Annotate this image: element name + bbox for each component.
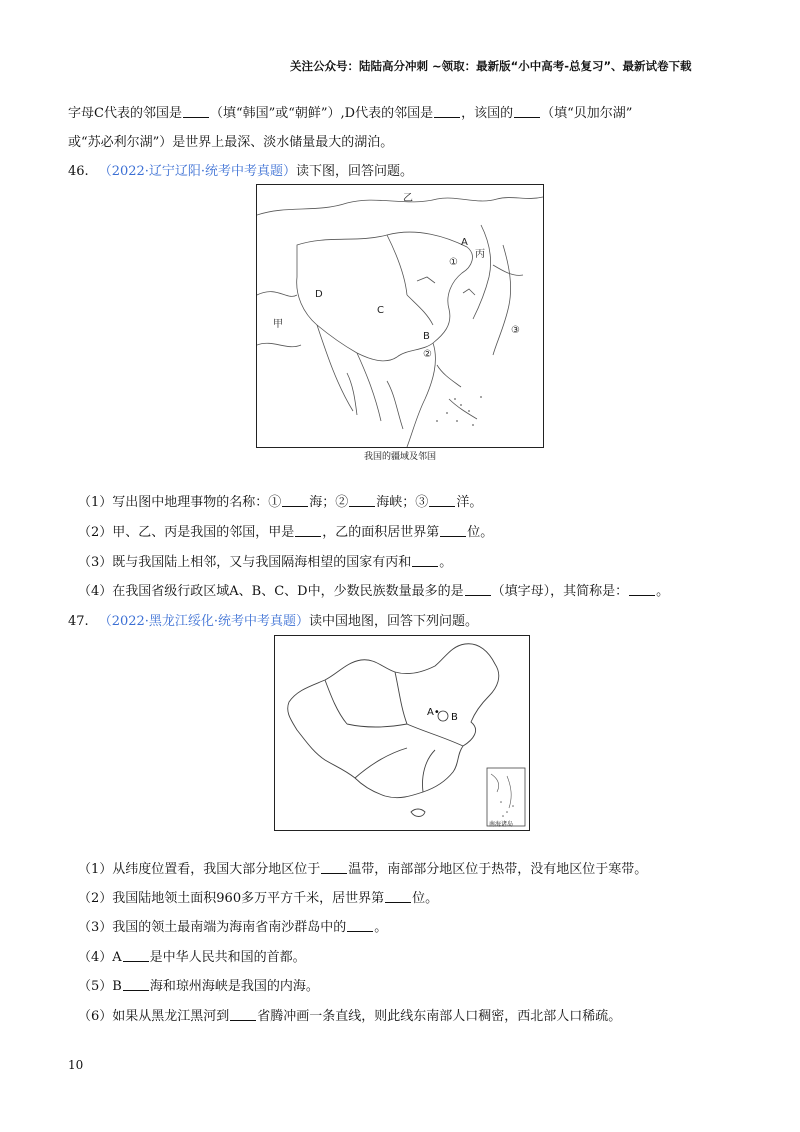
answer-blank[interactable] bbox=[434, 105, 460, 118]
page-header: 关注公众号：陆陆高分冲刺 ~领取：最新版“小中高考-总复习”、最新试卷下载 bbox=[290, 59, 692, 73]
answer-blank[interactable] bbox=[123, 949, 149, 962]
sub-text: （4）在我国省级行政区域A、B、C、D中，少数民族数量最多的是 bbox=[78, 584, 464, 599]
sub-text: 洋。 bbox=[456, 495, 483, 510]
q46-sub2 bbox=[78, 521, 493, 540]
q45-text: ，该国的 bbox=[461, 106, 514, 121]
answer-blank[interactable] bbox=[440, 524, 466, 537]
map-label-circle-3: ③ bbox=[511, 325, 520, 336]
map-label-yi: 乙 bbox=[403, 193, 413, 204]
sub-text: （3）我国的领土最南端为海南省南沙群岛中的 bbox=[78, 920, 347, 935]
sub-text: （2）甲、乙、丙是我国的邻国，甲是 bbox=[78, 525, 295, 540]
sub-text: ，乙的面积居世界第 bbox=[322, 525, 440, 540]
q45-text: 字母C代表的邻国是 bbox=[68, 106, 182, 121]
answer-blank[interactable] bbox=[295, 524, 321, 537]
sub-text: 海；② bbox=[309, 495, 349, 510]
q45-line-2: 或“苏必利尔湖”）是世界上最深、淡水储量最大的湖泊。 bbox=[68, 135, 394, 150]
sub-text: 海峡；③ bbox=[376, 495, 429, 510]
q47-sub3 bbox=[78, 916, 387, 935]
answer-blank[interactable] bbox=[429, 494, 455, 507]
map-label-b: B bbox=[451, 712, 458, 723]
map-caption: 我国的疆域及邻国 bbox=[363, 452, 436, 462]
sub-text: 位。 bbox=[467, 525, 494, 540]
sub-text: 。 bbox=[374, 920, 388, 935]
answer-blank[interactable] bbox=[123, 978, 149, 991]
map-label-c: C bbox=[377, 305, 384, 316]
page-number: 10 bbox=[68, 1058, 84, 1072]
answer-blank[interactable] bbox=[465, 583, 491, 596]
sub-text: （2）我国陆地领土面积960多万平方千米，居世界第 bbox=[78, 891, 385, 906]
sub-text: 位。 bbox=[412, 891, 439, 906]
q47-stem bbox=[68, 610, 478, 629]
answer-blank[interactable] bbox=[385, 890, 411, 903]
asia-map bbox=[257, 185, 543, 447]
sub-text: （5）B bbox=[78, 979, 122, 994]
question-source: （2022·黑龙江绥化·统考中考真题） bbox=[98, 614, 310, 629]
question-number: 46. bbox=[68, 164, 89, 179]
question-stem: 读中国地图，回答下列问题。 bbox=[309, 614, 479, 629]
sub-text: 。 bbox=[656, 584, 670, 599]
map-label-circle-1: ① bbox=[449, 257, 458, 268]
sub-text: （1）写出图中地理事物的名称：① bbox=[78, 495, 282, 510]
inset-label: 南海诸岛 bbox=[489, 821, 514, 828]
sub-text: （3）既与我国陆上相邻，又与我国隔海相望的国家有丙和 bbox=[78, 555, 412, 570]
map-label-b: B bbox=[423, 331, 430, 342]
question-number: 47. bbox=[68, 614, 89, 629]
map-label-d: D bbox=[315, 289, 323, 300]
q45-text: （填“韩国”或“朝鲜”）,D代表的邻国是 bbox=[209, 106, 434, 121]
map-label-bing: 丙 bbox=[475, 249, 485, 260]
sub-text: 温带，南部部分地区位于热带，没有地区位于寒带。 bbox=[348, 862, 648, 877]
q46-sub3 bbox=[78, 551, 452, 570]
q47-sub1 bbox=[78, 858, 647, 877]
q47-sub5 bbox=[78, 975, 319, 994]
answer-blank[interactable] bbox=[321, 861, 347, 874]
sub-text: （6）如果从黑龙江黑河到 bbox=[78, 1009, 230, 1024]
answer-blank[interactable] bbox=[629, 583, 655, 596]
question-source: （2022·辽宁辽阳·统考中考真题） bbox=[98, 164, 297, 179]
south-china-sea-inset bbox=[487, 768, 525, 826]
question-stem: 读下图，回答问题。 bbox=[296, 164, 414, 179]
china-map bbox=[275, 636, 529, 830]
answer-blank[interactable] bbox=[347, 919, 373, 932]
sub-text: 省腾冲画一条直线，则此线东南部人口稠密，西北部人口稀疏。 bbox=[257, 1009, 622, 1024]
sub-text: （1）从纬度位置看，我国大部分地区位于 bbox=[78, 862, 321, 877]
q47-sub4 bbox=[78, 946, 306, 965]
q46-sub4 bbox=[78, 580, 669, 599]
map-label-a: A bbox=[461, 237, 468, 248]
answer-blank[interactable] bbox=[282, 494, 308, 507]
q45-line-1 bbox=[68, 102, 632, 121]
map-label-jia: 甲 bbox=[273, 319, 283, 330]
sub-text: （4）A bbox=[78, 950, 122, 965]
answer-blank[interactable] bbox=[183, 105, 209, 118]
sub-text: 是中华人民共和国的首都。 bbox=[149, 950, 306, 965]
china-map-figure bbox=[274, 635, 530, 831]
q46-stem bbox=[68, 160, 413, 179]
q45-text: （填“贝加尔湖” bbox=[541, 106, 633, 121]
q47-sub2 bbox=[78, 887, 438, 906]
answer-blank[interactable] bbox=[349, 494, 375, 507]
answer-blank[interactable] bbox=[412, 554, 438, 567]
sub-text: （填字母），其简称是： bbox=[491, 584, 629, 599]
sub-text: 。 bbox=[439, 555, 453, 570]
answer-blank[interactable] bbox=[230, 1008, 256, 1021]
q47-sub6 bbox=[78, 1005, 621, 1024]
map-label-circle-2: ② bbox=[423, 349, 432, 360]
sub-text: 海和琼州海峡是我国的内海。 bbox=[149, 979, 319, 994]
q46-sub1 bbox=[78, 491, 482, 510]
asia-map-figure bbox=[256, 184, 544, 448]
answer-blank[interactable] bbox=[514, 105, 540, 118]
map-label-a: A• bbox=[427, 707, 440, 718]
